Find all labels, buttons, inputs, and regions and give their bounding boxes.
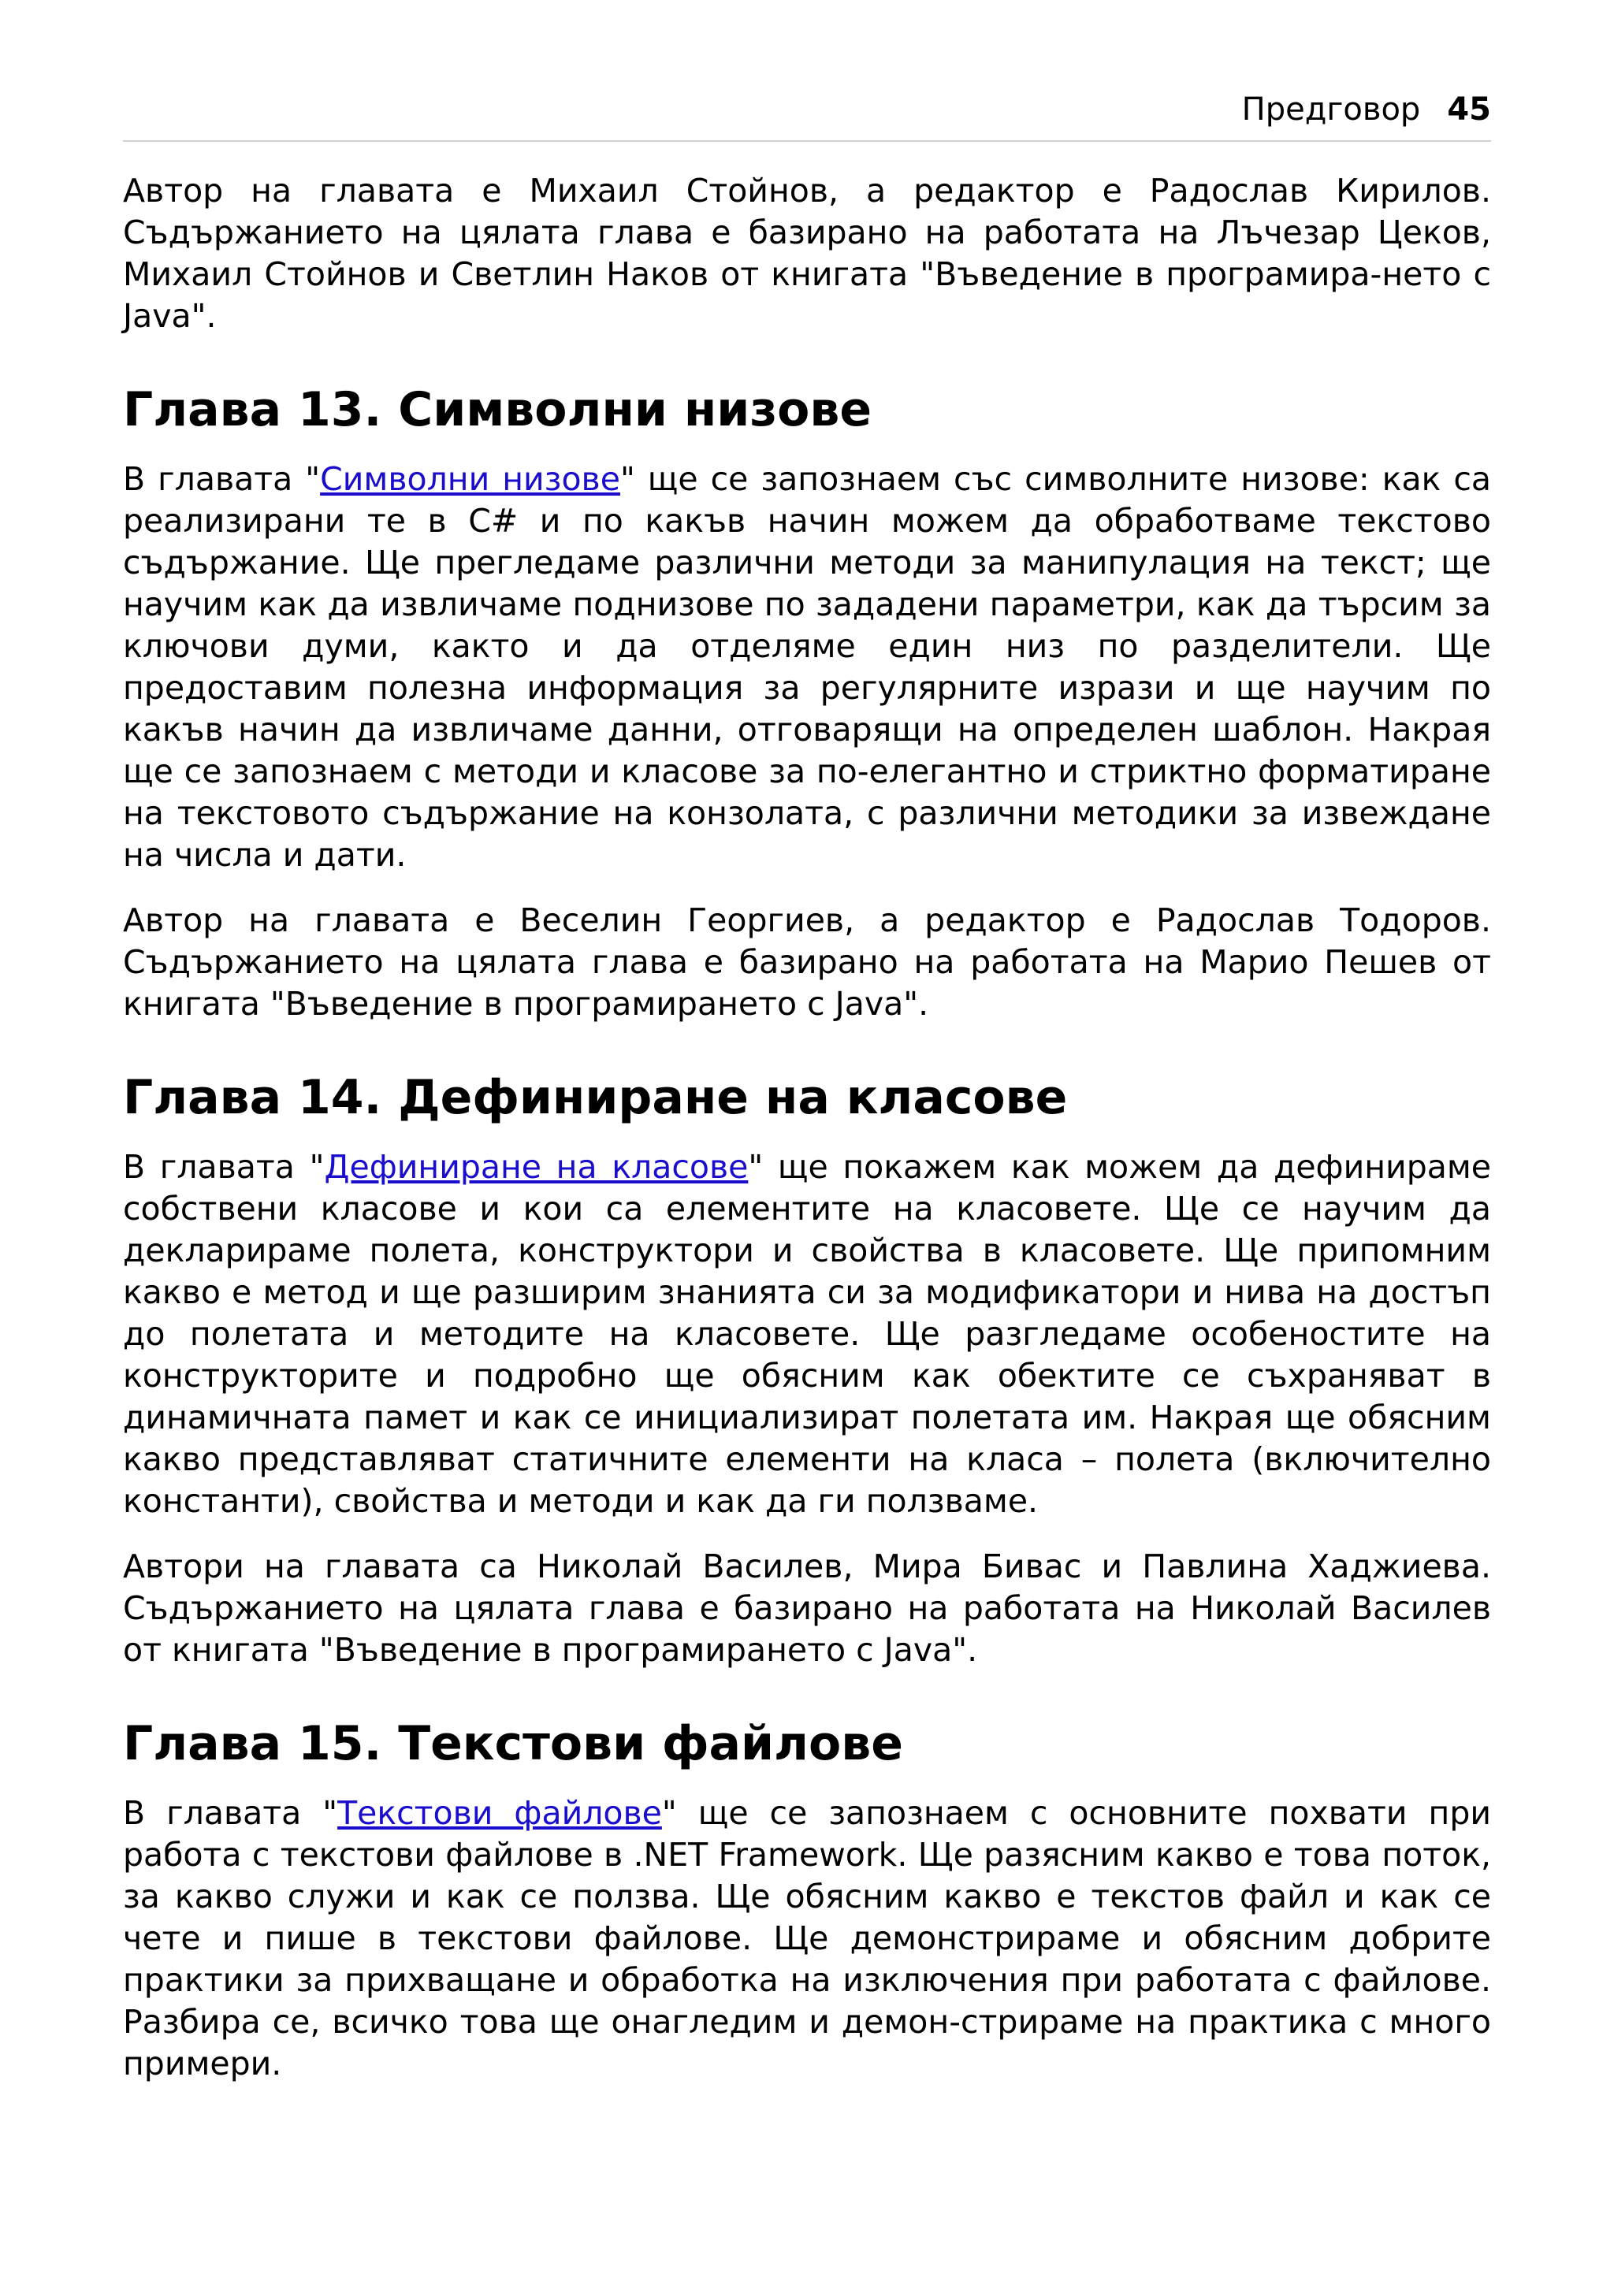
page-content	[123, 170, 1491, 2108]
chapter-15-link[interactable]: Текстови файлове	[337, 1794, 662, 1832]
chapter-15-desc-rest: " ще се запознаем с основните похвати при работа с текстови файлове в .NET Framework. Ще разясним какво е това поток, за какво служи и как се ползва. Ще обясним какво е текстов файл и как се чете и пише в текстови файлове. Ще демонстрираме и обясним добрите практики за прихващане и обработка на изключения при работата с файлове. Разбира се, всичко това ще онагледим и демон-стрираме на практика с много примери.	[123, 1794, 1492, 2082]
chapter-15-description	[123, 1793, 1491, 2085]
chapter-13-description	[123, 459, 1491, 876]
chapter-14-author-note: Автори на главата са Николай Василев, Мира Бивас и Павлина Хаджиева. Съдържанието на цялата глава е базирано на работата на Николай Василев от книгата "Въведение в програмирането с Java".	[123, 1547, 1491, 1669]
chapter-13-desc-start: В главата "	[123, 460, 321, 498]
chapter-14-link[interactable]: Дефиниране на класове	[324, 1148, 749, 1186]
page-number: 45	[1447, 91, 1491, 128]
chapter-14-description	[123, 1146, 1491, 1522]
header-section-name: Предговор	[1241, 91, 1421, 128]
chapter-13-desc-rest: " ще се запознаем със символните низове: как са реализирани те в C# и по какъв начин можем да обработваме текстово съдържание. Ще прегледаме различни методи за манипулация на текст; ще научим как да извличаме поднизове по зададени параметри, как да търсим за ключови думи, както и да отделяме един низ по разделители. Ще предоставим полезна информация за регулярните изрази и ще научим по какъв начин да извличаме данни, отговарящи на определен шаблон. Накрая ще се запознаем с методи и класове за по-елегантно и стриктно форматиране на текстовото съдържание на конзолата, с различни методики за извеждане на числа и дати.	[123, 460, 1492, 874]
chapter-14-desc-rest: " ще покажем как можем да дефинираме собствени класове и кои са елементите на класовете. Ще се научим да декларираме полета, конструктори и свойства в класовете. Ще припомним какво е метод и ще разширим знанията си за модификатори и нива на достъп до полетата и методите на класовете. Ще разгледаме особеностите на конструкторите и подробно ще обясним как обектите се съхраняват в динамичната памет и как се инициализират полетата им. Накрая ще обясним какво представляват статичните елементи на класа – полета (включително константи), свойства и методи и как да ги ползваме.	[123, 1148, 1491, 1520]
chapter-13-link[interactable]: Символни низове	[320, 460, 620, 498]
chapter-13-author-note: Автор на главата е Веселин Георгиев, а редактор е Радослав Тодоров. Съдържанието на цялата глава е базирано на работата на Марио Пешев от книгата "Въведение в програмирането с Java".	[123, 901, 1491, 1023]
chapter-13-heading: Глава 13. Символни низове	[123, 382, 872, 437]
chapter-15-heading: Глава 15. Текстови файлове	[123, 1716, 903, 1771]
page-header	[123, 79, 1491, 142]
intro-paragraph: Автор на главата е Михаил Стойнов, а редактор е Радослав Кирилов. Съдържанието на цялата глава е базирано на работата на Лъчезар Цеков, Михаил Стойнов и Светлин Наков от книгата "Въведение в програмира-нето с Java".	[123, 172, 1491, 335]
chapter-15-desc-start: В главата "	[123, 1794, 338, 1832]
chapter-14-heading: Глава 14. Дефиниране на класове	[123, 1070, 1068, 1125]
chapter-14-desc-start: В главата "	[123, 1148, 325, 1186]
